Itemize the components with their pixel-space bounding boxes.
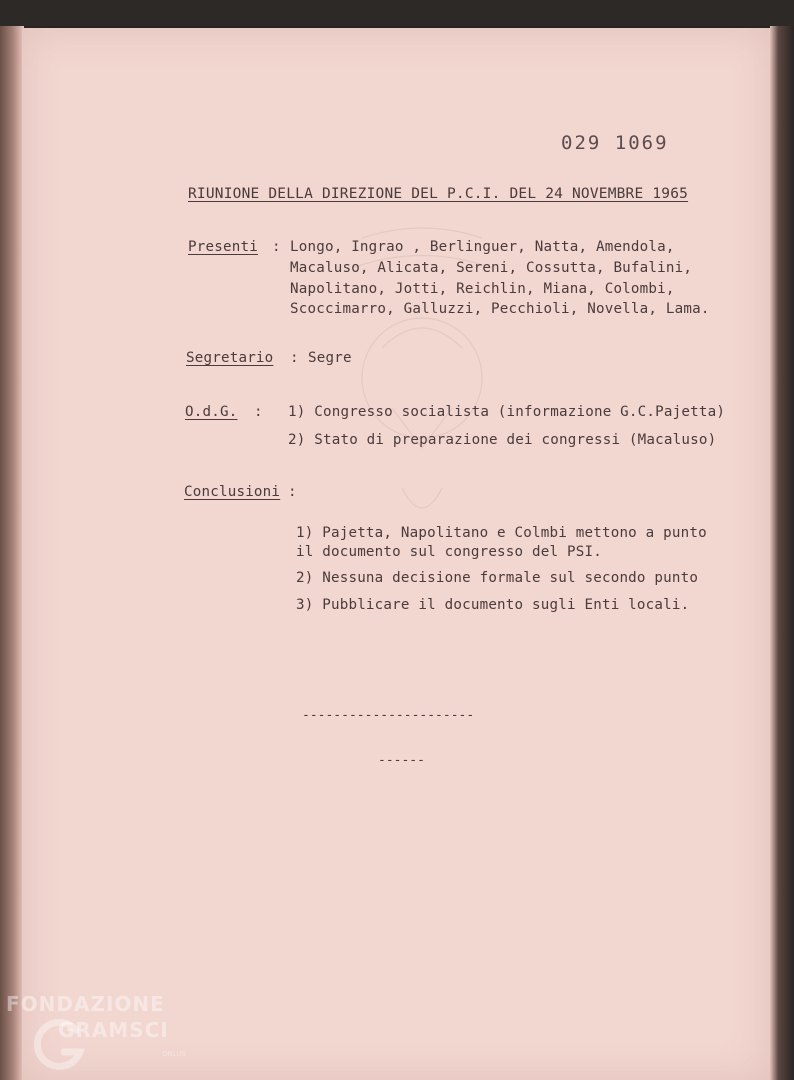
presenti-label: Presenti	[188, 239, 258, 255]
conclusioni-item: 1) Pajetta, Napolitano e Colmbi mettono a punto	[296, 525, 707, 541]
scan-right-edge	[770, 26, 794, 1080]
odg-separator: :	[254, 404, 263, 420]
odg-item: 2) Stato di preparazione dei congressi (Macaluso)	[288, 432, 717, 448]
conclusioni-item-continuation: il documento sul congresso del PSI.	[296, 544, 602, 560]
presenti-separator: :	[272, 239, 281, 255]
document-title: RIUNIONE DELLA DIREZIONE DEL P.C.I. DEL 24 NOVEMBRE 1965	[188, 186, 689, 202]
scan-top-border	[0, 0, 794, 26]
watermark-line-2: GRAMSCI	[58, 1018, 169, 1042]
conclusioni-item: 2) Nessuna decisione formale sul secondo punto	[296, 570, 699, 586]
conclusioni-item: 3) Pubblicare il documento sugli Enti locali.	[296, 597, 690, 613]
presenti-line: Napolitano, Jotti, Reichlin, Miana, Colombi,	[290, 281, 675, 297]
closing-rule-long: ----------------------	[302, 708, 475, 723]
watermark-line-1: FONDAZIONE	[6, 992, 165, 1016]
presenti-line: Scoccimarro, Galluzzi, Pecchioli, Novella, Lama.	[290, 301, 710, 317]
paper-sheet	[22, 28, 770, 1080]
presenti-line: Macaluso, Alicata, Sereni, Cossutta, Bufalini,	[290, 260, 693, 276]
scan-left-edge	[0, 26, 24, 1080]
conclusioni-separator: :	[288, 484, 297, 500]
closing-rule-short: ------	[378, 753, 425, 768]
odg-item: 1) Congresso socialista (informazione G.C.Pajetta)	[288, 404, 726, 420]
presenti-line: Longo, Ingrao , Berlinguer, Natta, Amendola,	[290, 239, 675, 255]
segretario-separator: :	[290, 350, 299, 366]
odg-label: O.d.G.	[185, 404, 238, 420]
watermark-small-text: ONLUS	[162, 1050, 186, 1058]
fondazione-gramsci-watermark	[6, 992, 206, 1072]
conclusioni-label: Conclusioni	[184, 484, 281, 500]
segretario-label: Segretario	[186, 350, 274, 366]
segretario-value: Segre	[308, 350, 352, 366]
document-number: 029 1069	[561, 132, 669, 154]
